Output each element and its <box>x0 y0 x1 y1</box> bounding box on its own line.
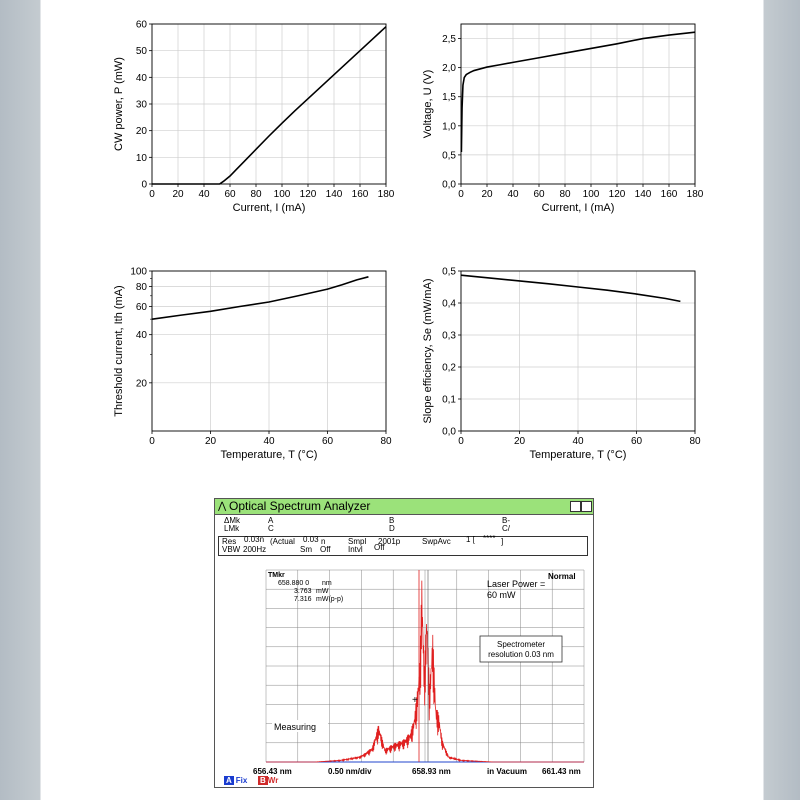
y-tick-label: 40 <box>135 330 147 342</box>
trace-b-badge: B <box>260 776 266 785</box>
sm-label: Sm <box>300 545 312 554</box>
laser-power-line1: Laser Power = <box>487 579 546 589</box>
maximize-icon[interactable] <box>581 501 592 512</box>
osa-title-bar[interactable] <box>215 499 593 515</box>
y-tick-label: 2,5 <box>442 34 456 46</box>
y-tick-label: 0,5 <box>442 150 456 162</box>
res-value[interactable]: 0.03n <box>244 535 265 544</box>
x-tick-label: 60 <box>533 189 545 200</box>
y-tick-label: 1,5 <box>442 92 456 104</box>
spectrometer-line1: Spectrometer <box>496 640 546 649</box>
center-wavelength: 658.93 nm <box>412 767 451 776</box>
x-tick-label: 180 <box>686 189 704 200</box>
x-tick-label: 80 <box>380 436 392 447</box>
y-axis-label: Voltage, U (V) <box>422 69 434 139</box>
x-tick-label: 20 <box>513 436 526 447</box>
stop-wavelength: 661.43 nm <box>542 767 581 776</box>
tmkr-power: 3.763 <box>294 588 312 595</box>
y-axis-label: Threshold current, Ith (mA) <box>113 285 125 417</box>
x-tick-label: 140 <box>634 189 652 200</box>
y-tick-label: 50 <box>135 46 147 58</box>
y-tick-label: 0,2 <box>442 362 456 374</box>
x-tick-label: 40 <box>507 189 519 200</box>
restore-arrow-icon[interactable]: ⋀ <box>218 501 227 512</box>
intvl-value[interactable]: Off <box>374 543 385 552</box>
start-wavelength: 656.43 nm <box>253 767 292 776</box>
x-tick-label: 100 <box>582 189 600 200</box>
tmkr-pp-unit: mW(p-p) <box>316 596 344 603</box>
x-tick-label: 0 <box>458 436 464 447</box>
y-tick-label: 40 <box>135 72 147 84</box>
x-tick-label: 120 <box>608 189 626 200</box>
marker-b-minus[interactable]: B- <box>502 516 510 525</box>
tmkr-power-unit: mW <box>316 588 329 595</box>
y-axis-label: Slope efficiency, Se (mW/mA) <box>422 278 434 424</box>
x-tick-label: 160 <box>351 189 369 200</box>
swpavg-label: SwpAvc <box>422 537 451 546</box>
delta-marker-label: ΔMk <box>224 516 241 525</box>
x-axis-label: Current, I (mA) <box>541 202 615 214</box>
smpl-value[interactable]: 2001p <box>378 537 401 546</box>
swpavg-bracket: ] <box>501 537 504 546</box>
swpavg-stars: **** <box>483 534 496 543</box>
y-tick-label: 0,5 <box>442 266 456 278</box>
x-tick-label: 80 <box>559 189 571 200</box>
chart-slope-vs-temperature <box>422 267 701 462</box>
plot-area <box>461 24 695 184</box>
x-tick-label: 40 <box>198 189 210 200</box>
cursor-marker: + <box>412 695 418 706</box>
minimize-icon[interactable] <box>570 501 581 512</box>
x-tick-label: 140 <box>325 189 343 200</box>
spectrum-plot <box>254 566 590 764</box>
intvl-label: Intvl <box>348 545 363 554</box>
marker-a[interactable]: A <box>268 516 274 525</box>
normal-mode: Normal <box>548 572 576 581</box>
line-marker-label: LMk <box>224 524 240 533</box>
x-tick-label: 20 <box>172 189 184 200</box>
y-tick-label: 10 <box>135 152 147 164</box>
x-tick-label: 0 <box>149 436 155 447</box>
x-tick-label: 0 <box>458 189 464 200</box>
sm-value[interactable]: Off <box>320 545 331 554</box>
actual-label: (Actual <box>270 537 295 546</box>
measuring-status: Measuring <box>274 722 317 732</box>
trace-a-badge: A <box>226 776 232 785</box>
y-tick-label: 60 <box>135 301 147 313</box>
actual-unit: n <box>321 537 326 546</box>
actual-value: 0.03 <box>303 535 319 544</box>
trace-a-fix[interactable] <box>224 776 247 785</box>
chart-power-vs-current <box>113 20 395 215</box>
y-tick-label: 0,3 <box>442 330 456 342</box>
y-tick-label: 1,0 <box>442 121 456 133</box>
vacuum-label: in Vacuum <box>487 767 528 776</box>
y-tick-label: 2,0 <box>442 63 456 75</box>
y-tick-label: 20 <box>135 126 147 138</box>
y-tick-label: 0,4 <box>442 298 456 310</box>
chart-voltage-vs-current <box>422 24 704 214</box>
x-tick-label: 60 <box>224 189 236 200</box>
x-tick-label: 20 <box>481 189 493 200</box>
x-tick-label: 180 <box>377 189 395 200</box>
trace-b-write[interactable] <box>258 776 278 785</box>
marker-d[interactable]: D <box>389 524 395 533</box>
span-per-div: 0.50 nm/div <box>328 767 372 776</box>
y-tick-label: 0 <box>141 179 147 191</box>
x-axis-label: Current, I (mA) <box>232 202 306 214</box>
osa-title: Optical Spectrum Analyzer <box>229 499 371 513</box>
x-tick-label: 80 <box>689 436 701 447</box>
tmkr-wavelength-unit: nm <box>322 580 332 587</box>
marker-c-slash[interactable]: C/ <box>502 524 510 533</box>
x-tick-label: 40 <box>572 436 584 447</box>
trace-b-mode: Wr <box>267 776 279 785</box>
y-tick-label: 60 <box>135 19 147 31</box>
x-tick-label: 20 <box>204 436 217 447</box>
y-tick-label: 30 <box>135 99 147 111</box>
spectrometer-line2: resolution 0.03 nm <box>488 650 554 659</box>
marker-b[interactable]: B <box>389 516 395 525</box>
y-tick-label: 20 <box>135 378 147 390</box>
x-tick-label: 0 <box>149 189 155 200</box>
laser-power-line2: 60 mW <box>487 590 516 600</box>
x-axis-label: Temperature, T (°C) <box>220 449 318 461</box>
x-tick-label: 60 <box>630 436 643 447</box>
x-tick-label: 100 <box>273 189 291 200</box>
y-tick-label: 0,1 <box>442 394 456 406</box>
swpavg-count: 1 [ <box>466 535 475 544</box>
res-label: Res <box>222 537 237 546</box>
y-tick-label: 80 <box>135 282 147 294</box>
y-tick-label: 0,0 <box>442 426 456 438</box>
smpl-label: Smpl <box>348 537 367 546</box>
y-tick-label: 100 <box>130 266 147 278</box>
x-tick-label: 80 <box>250 189 262 200</box>
x-axis-label: Temperature, T (°C) <box>529 449 627 461</box>
chart-threshold-vs-temperature <box>113 267 392 462</box>
tmkr-label: TMkr <box>268 572 285 579</box>
vbw-label: VBW <box>222 545 241 554</box>
x-tick-label: 160 <box>660 189 678 200</box>
vbw-value[interactable]: 200Hz <box>243 545 267 554</box>
x-tick-label: 40 <box>263 436 275 447</box>
y-axis-label: CW power, P (mW) <box>113 57 125 151</box>
x-tick-label: 60 <box>321 436 334 447</box>
tmkr-pp: 7.316 <box>294 596 312 603</box>
trace-a-mode: Fix <box>235 776 248 785</box>
y-tick-label: 0,0 <box>442 179 456 191</box>
marker-c[interactable]: C <box>268 524 274 533</box>
tmkr-wavelength: 658.880 0 <box>278 580 310 587</box>
x-tick-label: 120 <box>299 189 317 200</box>
